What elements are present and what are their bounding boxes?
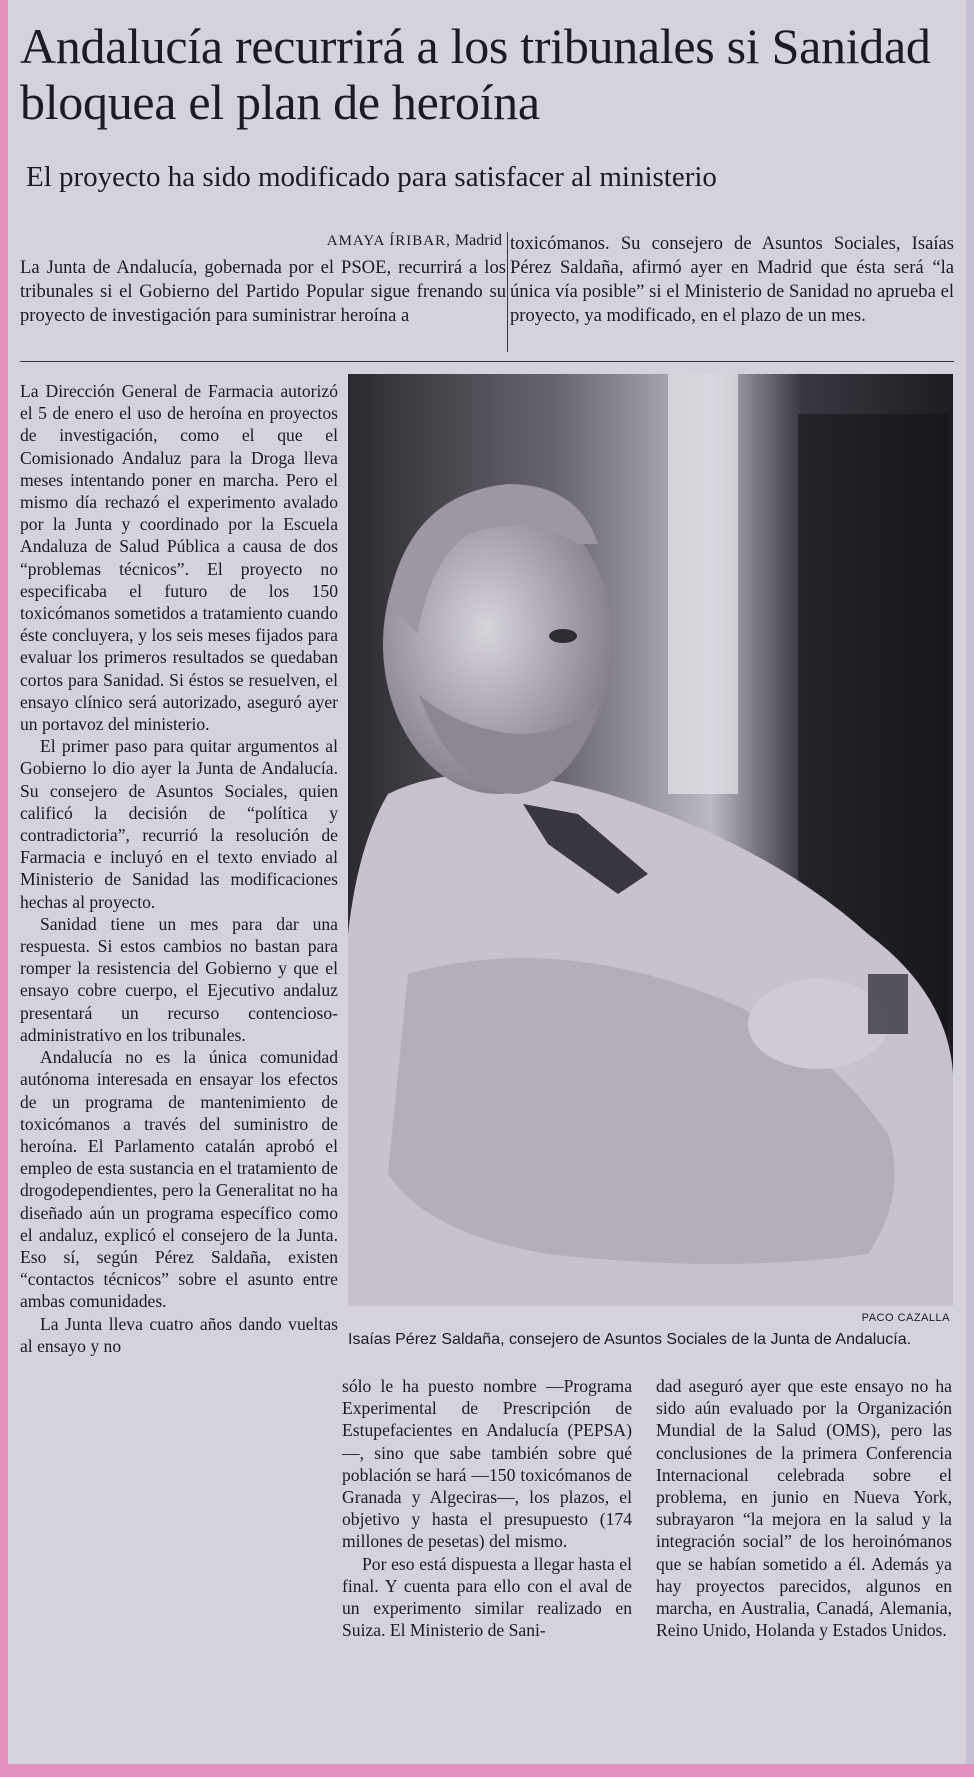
portrait-illustration xyxy=(348,374,953,1306)
column-3 xyxy=(656,1375,952,1641)
column-1 xyxy=(20,380,338,1357)
portrait-photo xyxy=(348,374,953,1306)
paragraph: Sanidad tiene un mes para dar una respuesta. Si estos cambios no bastan para romper la resistencia del Gobierno y que el ensayo cobre cuerpo, el Ejecutivo andaluz presentará un recurso contencioso-administrativo en los tribunales. xyxy=(20,913,338,1045)
byline xyxy=(262,232,502,250)
byline-author: AMAYA ÍRIBAR, xyxy=(326,233,451,249)
lede-part-1: La Junta de Andalucía, gobernada por el PSOE, recurrirá a los tribunales si el Gobierno del Partido Popular sigue frenando su proyecto de investigación para suministrar heroína a xyxy=(20,257,506,326)
photo-credit: PACO CAZALLA xyxy=(861,1312,950,1324)
column-2 xyxy=(342,1375,632,1641)
photo-caption: Isaías Pérez Saldaña, consejero de Asuntos Sociales de la Junta de Andalucía. xyxy=(348,1331,912,1348)
subheadline: El proyecto ha sido modificado para satisfacer al ministerio xyxy=(26,161,717,193)
headline: Andalucía recurrirá a los tribunales si Sanidad bloquea el plan de heroína xyxy=(20,18,931,130)
lede-divider xyxy=(20,361,954,362)
paragraph: El primer paso para quitar argumentos al Gobierno lo dio ayer la Junta de Andalucía. Su consejero de Asuntos Sociales, quien calificó la decisión de “política y contradictoria”, recurrió la resolución de Farmacia e incluyó en el texto enviado al Ministerio de Sanidad las modificaciones hechas al proyecto. xyxy=(20,736,338,912)
byline-place: Madrid xyxy=(454,232,502,249)
lede-part-2: toxicómanos. Su consejero de Asuntos Sociales, Isaías Pérez Saldaña, afirmó ayer en Madrid que ésta será “la única vía posible” si el Ministerio de Sanidad no aprueba el proyecto, ya modificado, en el plazo de un mes. xyxy=(510,233,954,326)
paragraph: La Dirección General de Farmacia autorizó el 5 de enero el uso de heroína en proyectos de investigación, como el que el Comisionado Andaluz para la Droga lleva meses intentando poner en marcha. Pero el mismo día rechazó el experimento avalado por la Junta y coordinado por la Escuela Andaluza de Salud Pública a causa de dos “problemas técnicos”. El proyecto no especificaba el futuro de los 150 toxicómanos sometidos a tratamiento cuando éste concluyera, y los seis meses fijados para evaluar los primeros resultados se quedaban cortos para Sanidad. Si éstos se resuelven, el ensayo clínico será autorizado, aseguró ayer un portavoz del ministerio. xyxy=(20,381,338,735)
paragraph: La Junta lleva cuatro años dando vueltas al ensayo y no xyxy=(20,1313,338,1356)
paragraph: dad aseguró ayer que este ensayo no ha sido aún evaluado por la Organización Mundial de la Salud (OMS), pero las conclusiones de la primera Conferencia Internacional celebrada sobre el problema, en junio en Nueva York, subrayaron “la mejora en la salud y la integración social” de los heroinómanos que se habían sometido a él. Además ya hay proyectos parecidos, algunos en marcha, en Australia, Canadá, Alemania, Reino Unido, Holanda y Estados Unidos. xyxy=(656,1376,952,1641)
page-edge-bottom xyxy=(0,1764,974,1777)
lede-column-rule xyxy=(507,232,508,352)
paragraph: Por eso está dispuesta a llegar hasta el final. Y cuenta para ello con el aval de un experimento similar realizado en Suiza. El Ministerio de Sani- xyxy=(342,1553,632,1641)
paragraph: sólo le ha puesto nombre —Programa Experimental de Prescripción de Estupefacientes en Andalucía (PEPSA)—, sino que sabe también sobre qué población se hará —150 toxicómanos de Granada y Algeciras—, los plazos, el objetivo y hasta el presupuesto (174 millones de pesetas) del mismo. xyxy=(342,1376,632,1552)
paragraph: Andalucía no es la única comunidad autónoma interesada en ensayar los efectos de un programa de mantenimiento de toxicómanos a través del suministro de heroína. El Parlamento catalán aprobó el empleo de esta sustancia en el tratamiento de drogodependientes, pero la Generalitat no ha diseñado aún un programa específico como el andaluz, explicó el consejero de la Junta. Eso sí, según Pérez Saldaña, existen “contactos técnicos” sobre el asunto entre ambas comunidades. xyxy=(20,1047,338,1312)
